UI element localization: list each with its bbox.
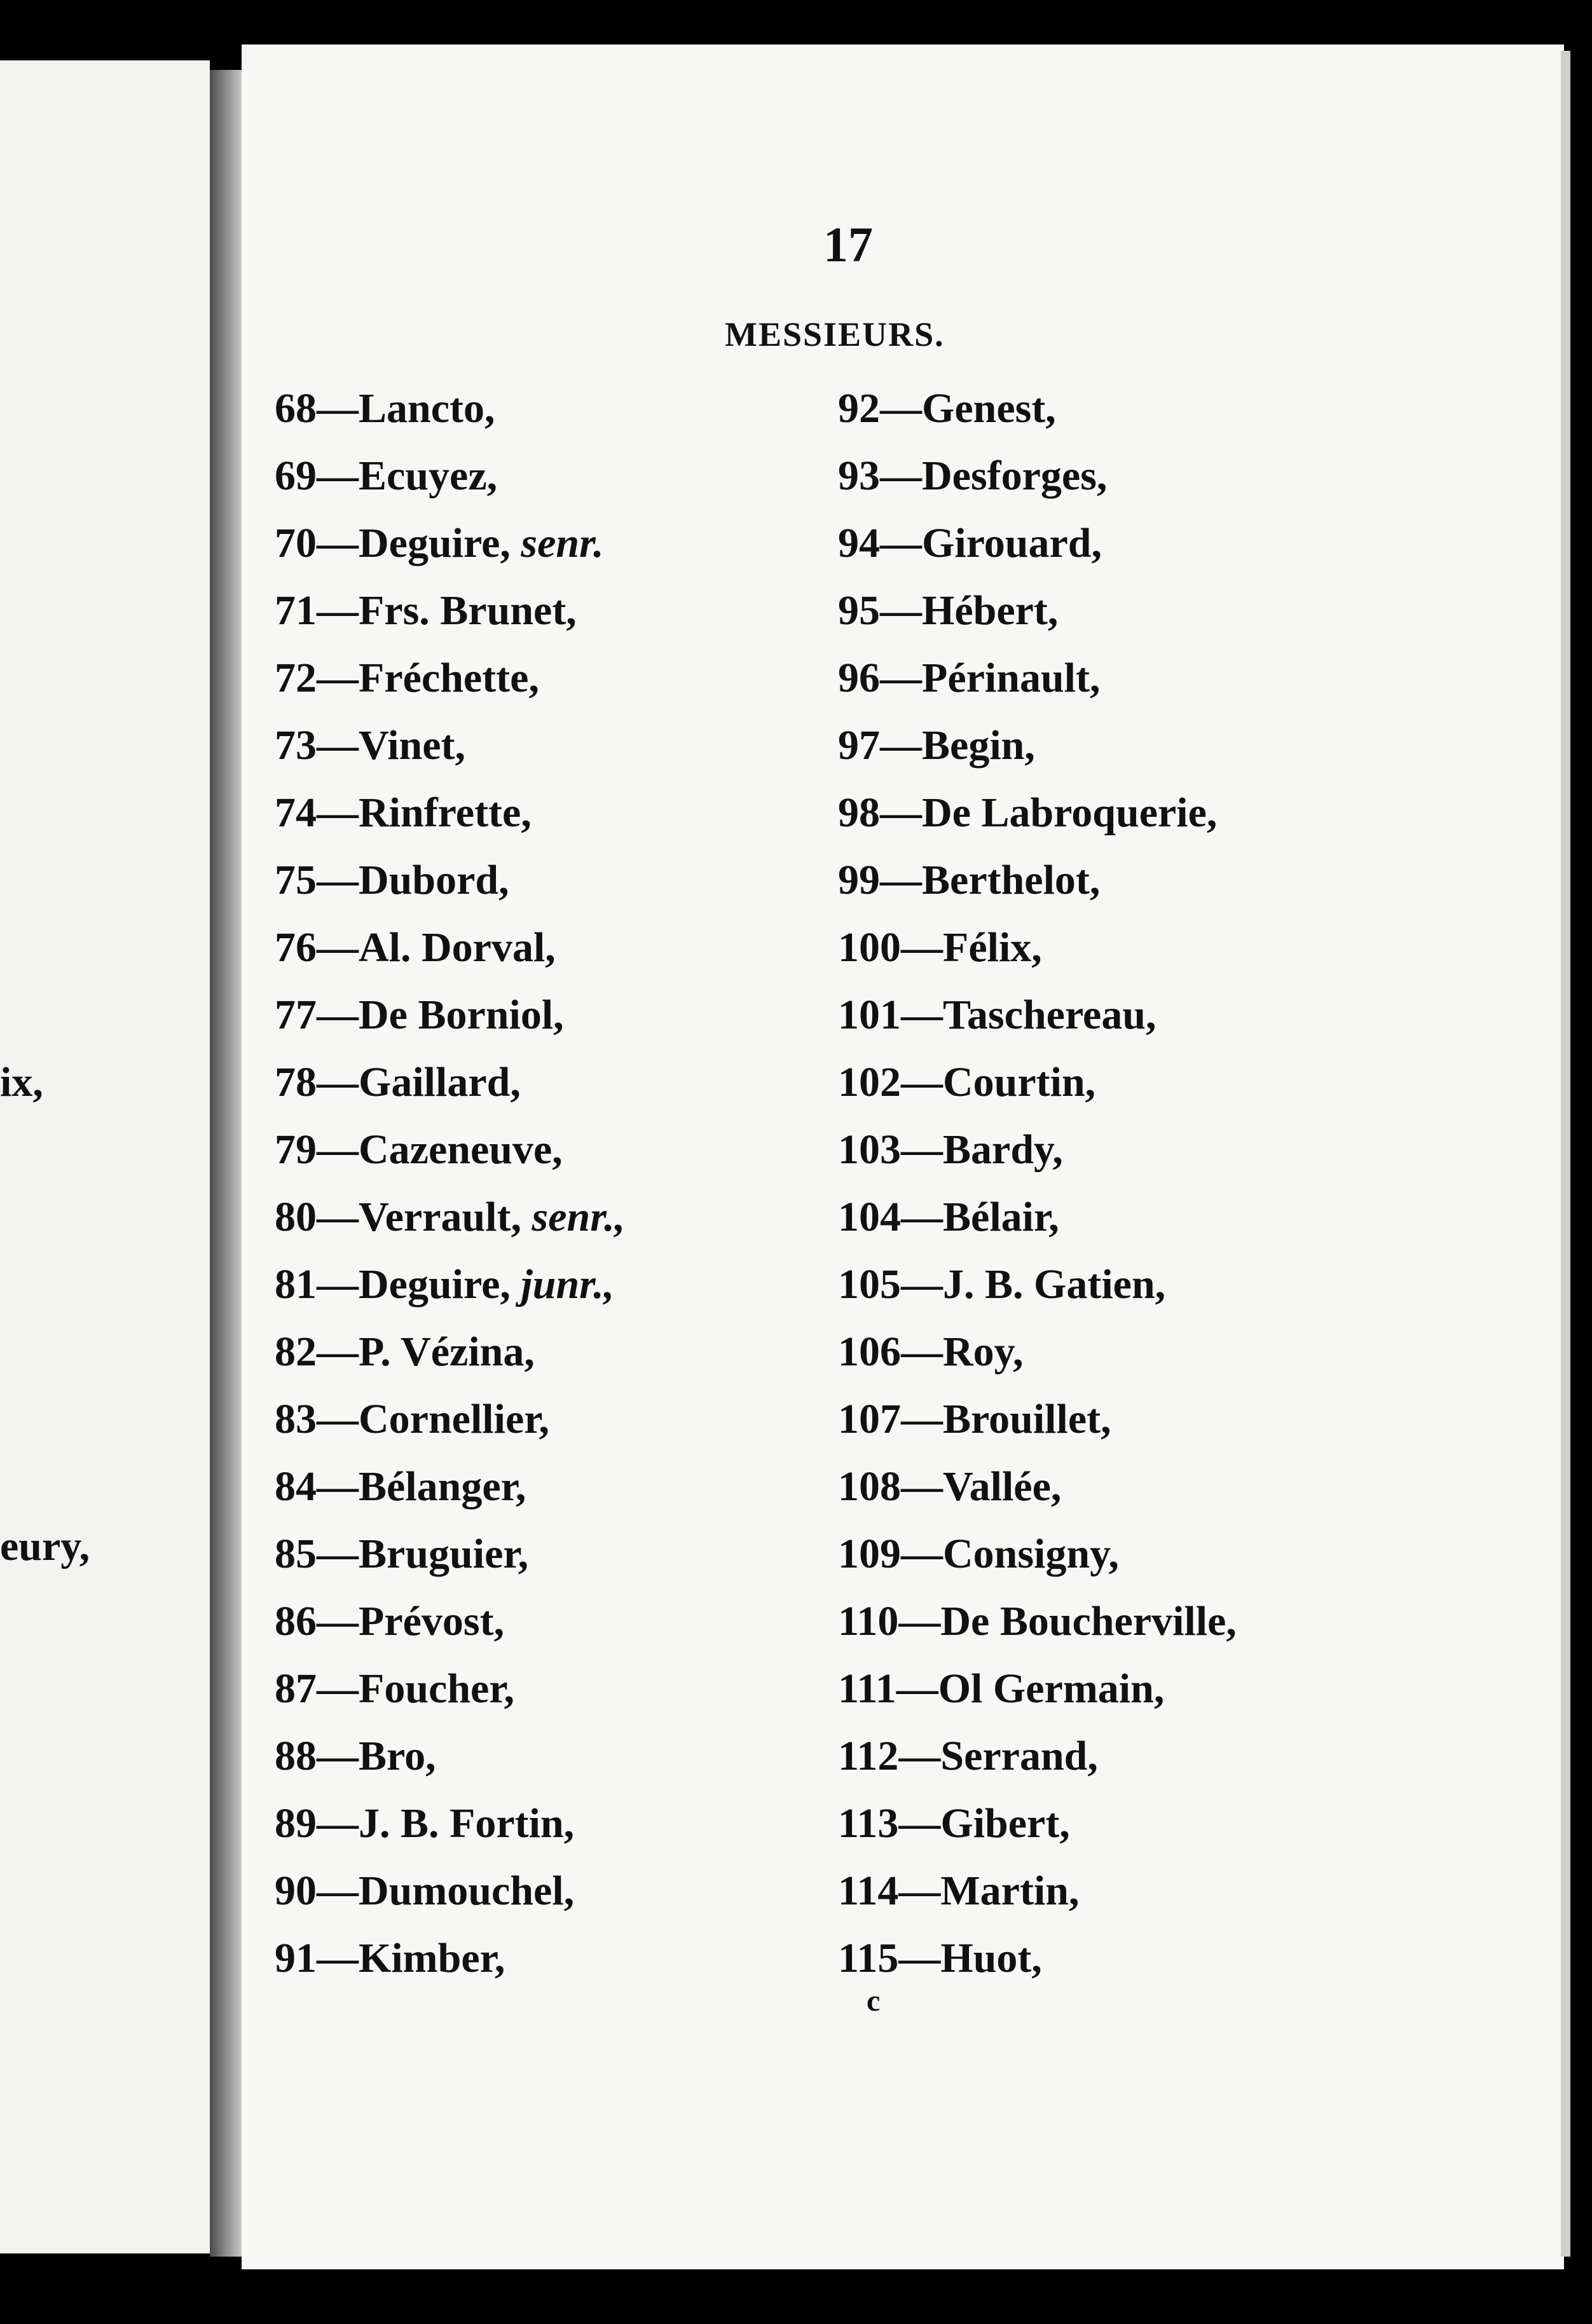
facing-page-fragment: ix, (0, 1059, 43, 1105)
list-item: 93—Desforges, (838, 453, 1108, 499)
list-item: 113—Gibert, (838, 1800, 1070, 1847)
facing-page (0, 60, 210, 2253)
list-item: 74—Rinfrette, (275, 789, 532, 836)
list-item: 110—De Boucherville, (838, 1598, 1237, 1644)
book-gutter (210, 70, 245, 2257)
list-item: 109—Consigny, (838, 1531, 1119, 1577)
list-item: 94—Girouard, (838, 520, 1102, 566)
list-item: 76—Al. Dorval, (275, 924, 556, 971)
list-item: 101—Taschereau, (838, 992, 1156, 1038)
list-item: 115—Huot, (838, 1935, 1042, 1981)
list-item: 69—Ecuyez, (275, 453, 498, 499)
list-heading: MESSIEURS. (725, 315, 945, 353)
list-item: 78—Gaillard, (275, 1059, 521, 1105)
list-item: 100—Félix, (838, 924, 1042, 971)
list-item: 68—Lancto, (275, 385, 495, 432)
list-item: 91—Kimber, (275, 1935, 505, 1981)
list-item: 83—Cornellier, (275, 1396, 549, 1442)
list-item: 103—Bardy, (838, 1126, 1063, 1173)
list-item: 70—Deguire, senr. (275, 520, 604, 566)
list-item: 97—Begin, (838, 722, 1035, 769)
list-item: 99—Berthelot, (838, 857, 1101, 903)
list-item: 92—Genest, (838, 385, 1056, 432)
list-item: 108—Vallée, (838, 1463, 1062, 1510)
list-item: 96—Périnault, (838, 655, 1101, 701)
signature-mark: c (867, 1984, 881, 2018)
names-list-left (275, 375, 625, 1992)
list-item: 73—Vinet, (275, 722, 466, 769)
list-item: 105—J. B. Gatien, (838, 1261, 1166, 1308)
page-edge (1561, 51, 1570, 2257)
page-number: 17 (823, 217, 873, 272)
list-item: 89—J. B. Fortin, (275, 1800, 575, 1847)
list-item: 81—Deguire, junr., (275, 1261, 615, 1308)
list-item: 79—Cazeneuve, (275, 1126, 563, 1173)
list-item: 71—Frs. Brunet, (275, 587, 577, 634)
list-item: 98—De Labroquerie, (838, 789, 1218, 836)
list-item: 80—Verrault, senr., (275, 1194, 626, 1240)
list-item: 75—Dubord, (275, 857, 509, 903)
list-item: 84—Bélanger, (275, 1463, 526, 1510)
list-item: 87—Foucher, (275, 1665, 515, 1712)
list-item: 82—P. Vézina, (275, 1329, 535, 1375)
list-item: 111—Ol Germain, (838, 1665, 1165, 1712)
facing-page-fragment: eury, (0, 1523, 90, 1569)
list-item: 114—Martin, (838, 1868, 1080, 1914)
list-item: 112—Serrand, (838, 1733, 1098, 1779)
list-item: 107—Brouillet, (838, 1396, 1111, 1442)
list-item: 77—De Borniol, (275, 992, 564, 1038)
list-item: 72—Fréchette, (275, 655, 539, 701)
list-item: 106—Roy, (838, 1329, 1024, 1375)
list-item: 85—Bruguier, (275, 1531, 529, 1577)
list-item: 86—Prévost, (275, 1598, 505, 1644)
list-item: 95—Hébert, (838, 587, 1059, 634)
list-item: 88—Bro, (275, 1733, 436, 1779)
list-item: 90—Dumouchel, (275, 1868, 575, 1914)
list-item: 104—Bélair, (838, 1194, 1059, 1240)
names-list-right (838, 375, 1237, 1992)
list-item: 102—Courtin, (838, 1059, 1096, 1105)
